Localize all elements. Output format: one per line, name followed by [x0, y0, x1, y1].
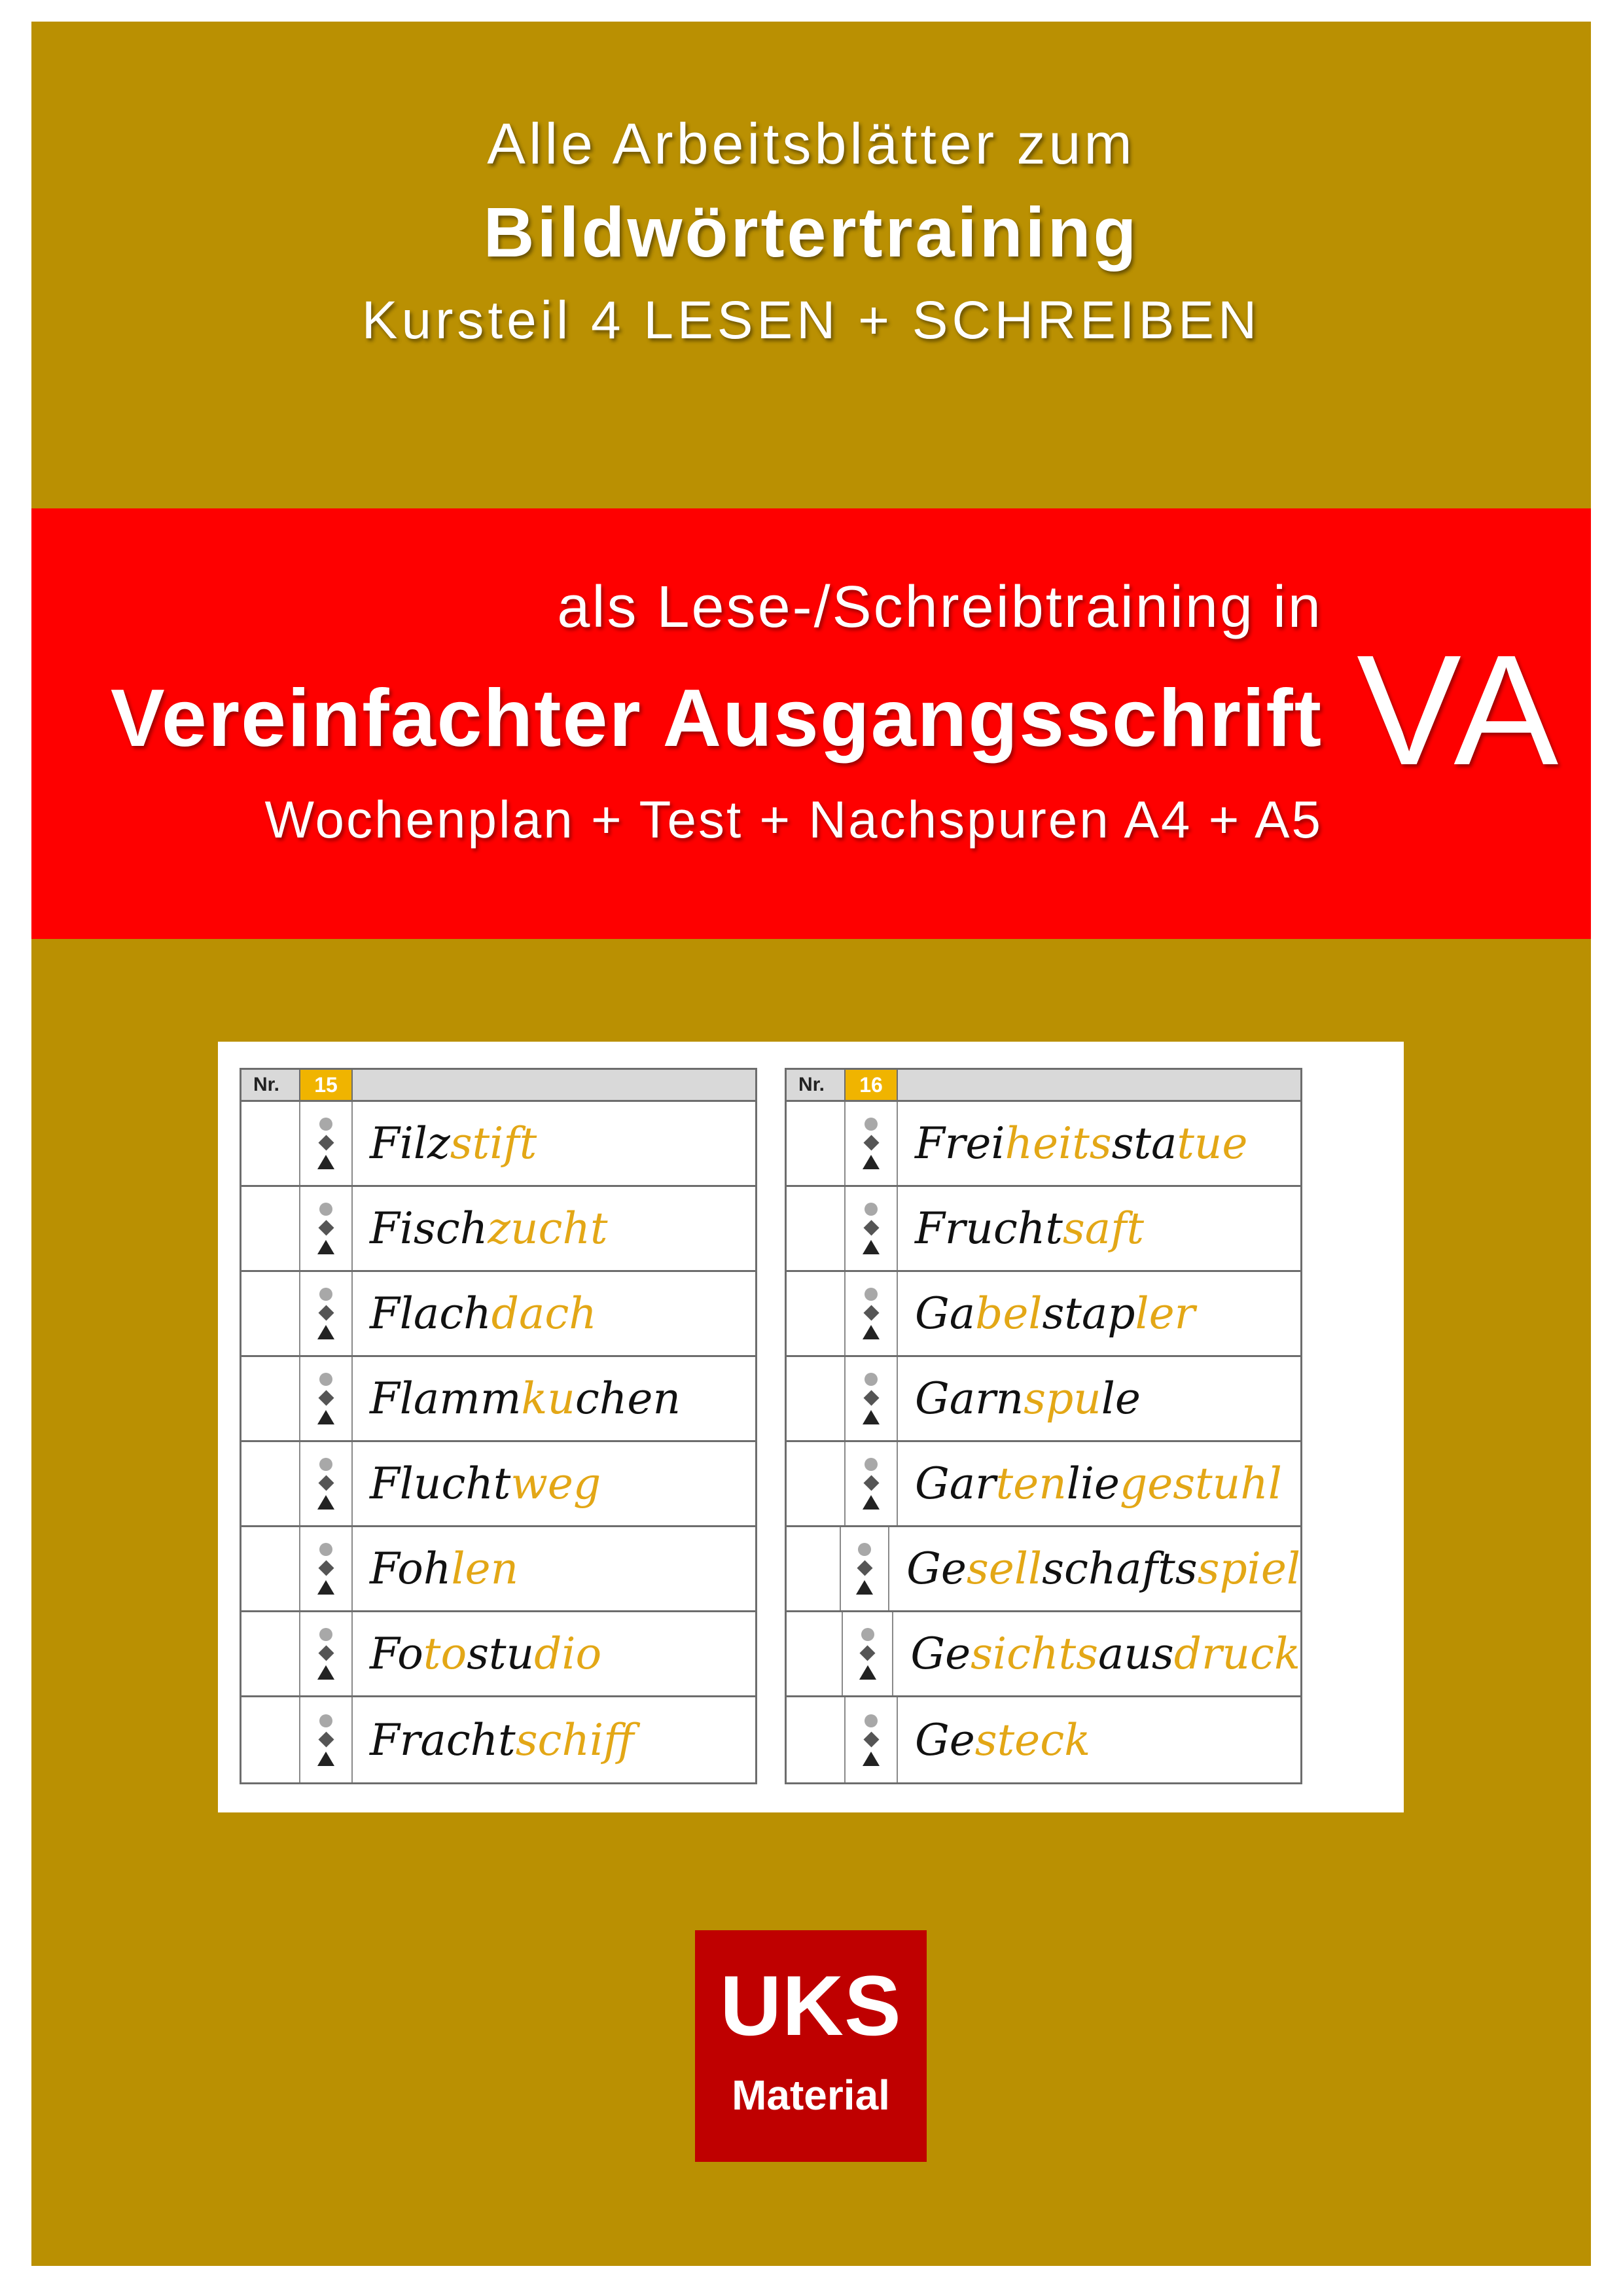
- syllable: Gar: [915, 1458, 996, 1509]
- table-row: [787, 1187, 1300, 1272]
- triangle-icon: [317, 1665, 334, 1680]
- triangle-icon: [317, 1410, 334, 1424]
- answer-cell: [241, 1357, 300, 1440]
- syllable-word: [893, 1612, 1300, 1695]
- symbol-cell: [846, 1697, 898, 1782]
- banner-title: Vereinfachter Ausgangsschrift: [111, 673, 1323, 764]
- triangle-icon: [317, 1580, 334, 1595]
- syllable: Flach: [370, 1288, 491, 1339]
- triangle-icon: [317, 1240, 334, 1254]
- syllable: ku: [521, 1373, 575, 1424]
- diamond-icon: [863, 1731, 879, 1747]
- answer-cell: [787, 1697, 846, 1782]
- answer-cell: [241, 1102, 300, 1185]
- table-row: [241, 1272, 755, 1357]
- syllable: Fo: [370, 1629, 423, 1679]
- syllable: weg: [510, 1458, 601, 1509]
- syllable-word: [898, 1102, 1300, 1185]
- circle-icon: [865, 1288, 878, 1301]
- syllable-word: [889, 1527, 1300, 1610]
- syllable-word: [353, 1527, 755, 1610]
- diamond-icon: [318, 1475, 334, 1491]
- triangle-icon: [863, 1155, 880, 1169]
- syllable: Fracht: [370, 1714, 516, 1765]
- diamond-icon: [318, 1560, 334, 1576]
- syllable-word: [898, 1357, 1300, 1440]
- circle-icon: [319, 1458, 332, 1471]
- syllable: ler: [1135, 1288, 1196, 1339]
- header-subtitle: Kursteil 4 LESEN + SCHREIBEN: [361, 291, 1261, 350]
- answer-cell: [241, 1187, 300, 1270]
- syllable: stift: [450, 1118, 537, 1169]
- triangle-icon: [859, 1665, 876, 1680]
- circle-icon: [319, 1203, 332, 1216]
- diamond-icon: [863, 1390, 879, 1405]
- va-badge: VA: [1357, 622, 1563, 798]
- syllable: chen: [575, 1373, 681, 1424]
- diamond-icon: [318, 1220, 334, 1235]
- circle-icon: [319, 1373, 332, 1386]
- diamond-icon: [318, 1305, 334, 1320]
- syllable: schafts: [1042, 1544, 1198, 1594]
- table-row: [787, 1442, 1300, 1527]
- triangle-icon: [317, 1752, 334, 1766]
- answer-cell: [787, 1357, 846, 1440]
- syllable: Flucht: [370, 1458, 511, 1509]
- syllable: stap: [1042, 1288, 1135, 1339]
- circle-icon: [319, 1118, 332, 1131]
- syllable: druck: [1173, 1629, 1300, 1679]
- table-row: [787, 1527, 1300, 1612]
- symbol-cell: [841, 1527, 889, 1610]
- syllable: sell: [966, 1544, 1043, 1594]
- syllable-word: [898, 1187, 1300, 1270]
- symbol-cell: [300, 1612, 353, 1695]
- table-row: [241, 1357, 755, 1442]
- red-banner: [31, 508, 1591, 939]
- syllable: zucht: [488, 1203, 608, 1254]
- syllable: Filz: [370, 1118, 450, 1169]
- circle-icon: [865, 1458, 878, 1471]
- symbol-cell: [300, 1357, 353, 1440]
- header-line-intro: Alle Arbeitsblätter zum: [487, 111, 1135, 176]
- syllable: Foh: [370, 1544, 452, 1594]
- symbol-cell: [846, 1272, 898, 1355]
- diamond-icon: [863, 1475, 879, 1491]
- table-header: [241, 1070, 755, 1102]
- table-row: [787, 1272, 1300, 1357]
- triangle-icon: [317, 1495, 334, 1510]
- syllable: schiff: [515, 1714, 634, 1765]
- table-number-badge: 15: [300, 1070, 353, 1100]
- syllable: to: [423, 1629, 467, 1679]
- table-row: [787, 1102, 1300, 1187]
- syllable: Ge: [906, 1544, 967, 1594]
- syllable-word: [353, 1612, 755, 1695]
- syllable: stu: [467, 1629, 535, 1679]
- syllable: heits: [1005, 1118, 1112, 1169]
- syllable: saft: [1062, 1203, 1145, 1254]
- circle-icon: [865, 1714, 878, 1727]
- circle-icon: [858, 1543, 871, 1556]
- table-row: [241, 1442, 755, 1527]
- logo-text-material: Material: [732, 2072, 890, 2119]
- circle-icon: [865, 1118, 878, 1131]
- table-row: [787, 1612, 1300, 1697]
- triangle-icon: [863, 1410, 880, 1424]
- table-row: [241, 1187, 755, 1272]
- symbol-cell: [846, 1357, 898, 1440]
- circle-icon: [865, 1373, 878, 1386]
- diamond-icon: [318, 1135, 334, 1150]
- symbol-cell: [300, 1272, 353, 1355]
- answer-cell: [241, 1527, 300, 1610]
- syllable: Ge: [910, 1629, 971, 1679]
- syllable-word: [353, 1272, 755, 1355]
- answer-cell: [787, 1612, 843, 1695]
- diamond-icon: [863, 1135, 879, 1150]
- symbol-cell: [300, 1697, 353, 1782]
- word-table-16: [785, 1068, 1302, 1784]
- syllable: Frucht: [915, 1203, 1063, 1254]
- diamond-icon: [863, 1220, 879, 1235]
- answer-cell: [241, 1697, 300, 1782]
- triangle-icon: [863, 1495, 880, 1510]
- circle-icon: [865, 1203, 878, 1216]
- syllable: Garn: [915, 1373, 1024, 1424]
- syllable-word: [353, 1697, 755, 1782]
- diamond-icon: [863, 1305, 879, 1320]
- syllable: ten: [995, 1458, 1067, 1509]
- triangle-icon: [317, 1325, 334, 1339]
- syllable-word: [353, 1357, 755, 1440]
- table-row: [241, 1527, 755, 1612]
- symbol-cell: [300, 1442, 353, 1525]
- symbol-cell: [846, 1187, 898, 1270]
- diamond-icon: [318, 1390, 334, 1405]
- symbol-cell: [300, 1102, 353, 1185]
- syllable: Ge: [915, 1714, 975, 1765]
- syllable: len: [451, 1544, 519, 1594]
- answer-cell: [787, 1187, 846, 1270]
- nr-label: Nr.: [241, 1070, 300, 1100]
- table-row: [787, 1697, 1300, 1782]
- symbol-cell: [300, 1187, 353, 1270]
- answer-cell: [241, 1612, 300, 1695]
- symbol-cell: [300, 1527, 353, 1610]
- table-row: [241, 1612, 755, 1697]
- answer-cell: [241, 1442, 300, 1525]
- table-header: [787, 1070, 1300, 1102]
- syllable: lie: [1066, 1458, 1120, 1509]
- symbol-cell: [843, 1612, 893, 1695]
- syllable: steck: [974, 1714, 1091, 1765]
- answer-cell: [787, 1442, 846, 1525]
- table-row: [241, 1102, 755, 1187]
- triangle-icon: [863, 1752, 880, 1766]
- syllable: dach: [491, 1288, 597, 1339]
- triangle-icon: [863, 1325, 880, 1339]
- syllable: le: [1101, 1373, 1141, 1424]
- syllable-word: [898, 1442, 1300, 1525]
- syllable: spu: [1024, 1373, 1101, 1424]
- circle-icon: [319, 1714, 332, 1727]
- syllable-word: [898, 1697, 1300, 1782]
- answer-cell: [787, 1272, 846, 1355]
- word-table-15: [240, 1068, 757, 1784]
- syllable-word: [898, 1272, 1300, 1355]
- circle-icon: [861, 1628, 874, 1641]
- triangle-icon: [317, 1155, 334, 1169]
- cover-header: [31, 105, 1591, 360]
- syllable: sta: [1111, 1118, 1177, 1169]
- syllable: dio: [534, 1629, 602, 1679]
- banner-subtitle: Wochenplan + Test + Nachspuren A4 + A5: [264, 790, 1323, 849]
- banner-line-intro: als Lese-/Schreibtraining in: [557, 574, 1323, 640]
- syllable: Frei: [915, 1118, 1005, 1169]
- diamond-icon: [857, 1560, 872, 1576]
- syllable: tue: [1177, 1118, 1248, 1169]
- syllable: Flamm: [370, 1373, 522, 1424]
- table-row: [787, 1357, 1300, 1442]
- syllable: spiel: [1197, 1544, 1300, 1594]
- answer-cell: [787, 1527, 841, 1610]
- triangle-icon: [863, 1240, 880, 1254]
- logo-text-uks: UKS: [720, 1958, 902, 2053]
- syllable: Ga: [915, 1288, 976, 1339]
- symbol-cell: [846, 1442, 898, 1525]
- table-row: [241, 1697, 755, 1782]
- answer-cell: [241, 1272, 300, 1355]
- nr-label: Nr.: [787, 1070, 846, 1100]
- syllable: Fisch: [370, 1203, 488, 1254]
- syllable: sichts: [971, 1629, 1098, 1679]
- table-number-badge: 16: [846, 1070, 898, 1100]
- triangle-icon: [856, 1580, 873, 1595]
- syllable: aus: [1098, 1629, 1174, 1679]
- syllable: gestuhl: [1120, 1458, 1282, 1509]
- symbol-cell: [846, 1102, 898, 1185]
- uks-material-logo: [695, 1930, 927, 2162]
- circle-icon: [319, 1288, 332, 1301]
- diamond-icon: [860, 1645, 876, 1661]
- worksheet-preview: [218, 1042, 1404, 1812]
- diamond-icon: [318, 1731, 334, 1747]
- header-title: Bildwörtertraining: [483, 192, 1139, 272]
- syllable: bel: [975, 1288, 1043, 1339]
- syllable-word: [353, 1187, 755, 1270]
- circle-icon: [319, 1628, 332, 1641]
- diamond-icon: [318, 1645, 334, 1661]
- answer-cell: [787, 1102, 846, 1185]
- syllable-word: [353, 1442, 755, 1525]
- circle-icon: [319, 1543, 332, 1556]
- syllable-word: [353, 1102, 755, 1185]
